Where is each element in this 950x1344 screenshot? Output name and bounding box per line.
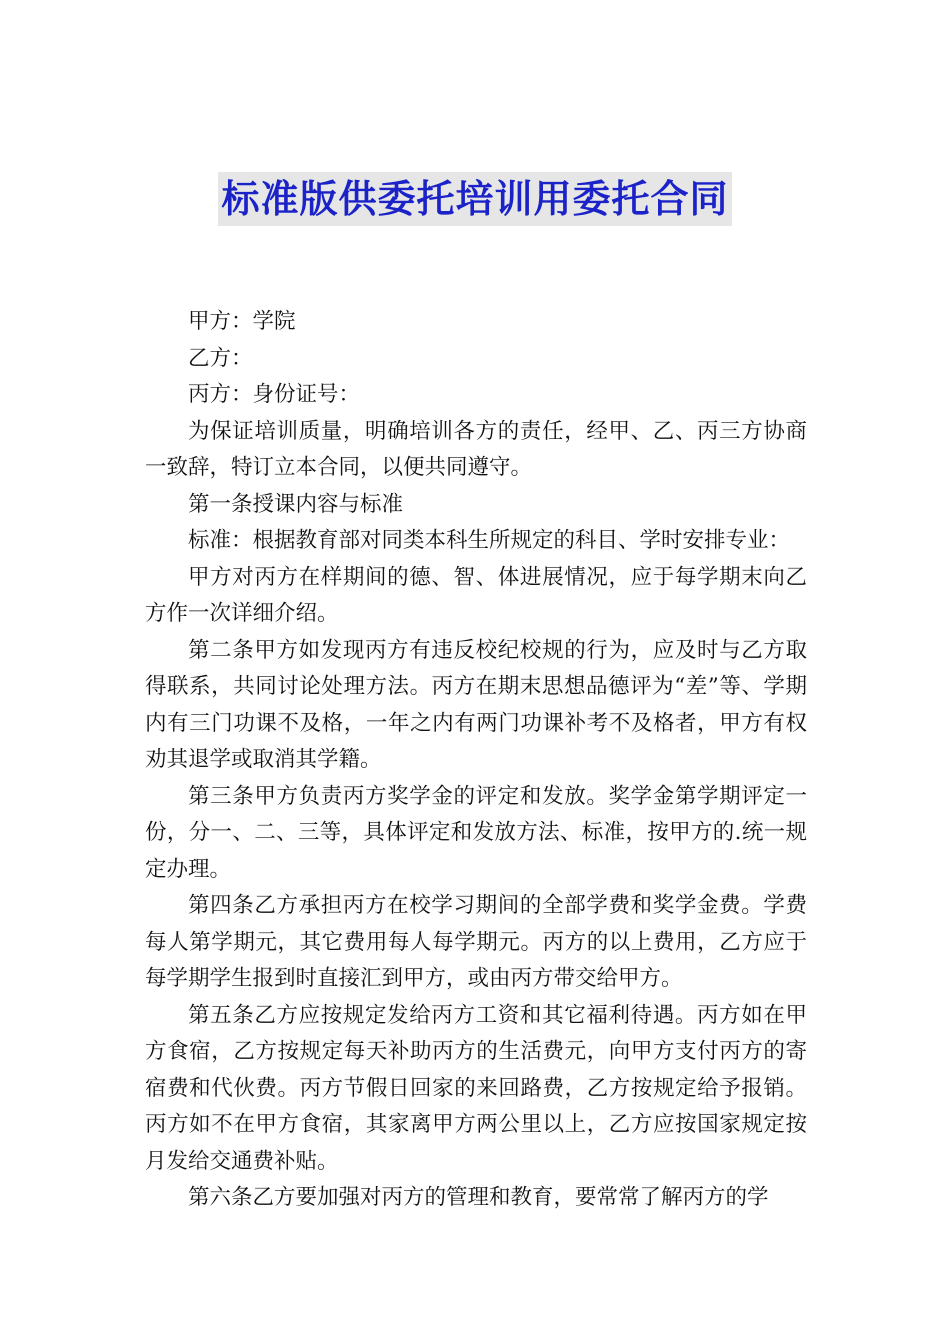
article-6-paragraph: 第六条乙方要加强对丙方的管理和教育，要常常了解丙方的学	[188, 1185, 769, 1210]
document-body	[145, 304, 807, 1217]
title-container	[0, 172, 950, 226]
progress-report-paragraph: 甲方对丙方在样期间的德、智、体进展情况，应于每学期末向乙方作一次详细介绍。	[145, 564, 807, 626]
article-3-paragraph: 第三条甲方负责丙方奖学金的评定和发放。奖学金第学期评定一份，分一、二、三等，具体评定和发放方法、标准，按甲方的.统一规定办理。	[145, 783, 807, 882]
document-title: 标准版供委托培训用委托合同	[218, 172, 731, 226]
party-c-line: 丙方：身份证号：	[188, 382, 361, 407]
article-5-paragraph: 第五条乙方应按规定发给丙方工资和其它福利待遇。丙方如在甲方食宿，乙方按规定每天补助丙方的生活费元，向甲方支付丙方的寄宿费和代伙费。丙方节假日回家的来回路费，乙方按规定给予报销。丙方如不在甲方食宿，其家离甲方两公里以上，乙方应按国家规定按月发给交通费补贴。	[145, 1002, 807, 1174]
standard-paragraph: 标准：根据教育部对同类本科生所规定的科目、学时安排专业：	[188, 528, 791, 553]
article-4-paragraph: 第四条乙方承担丙方在校学习期间的全部学费和奖学金费。学费每人第学期元，其它费用每人每学期元。丙方的以上费用，乙方应于每学期学生报到时直接汇到甲方，或由丙方带交给甲方。	[145, 893, 807, 991]
article-2-paragraph: 第二条甲方如发现丙方有违反校纪校规的行为，应及时与乙方取得联系，共同讨论处理方法。丙方在期末思想品德评为“差”等、学期内有三门功课不及格，一年之内有两门功课补考不及格者，甲方有权劝其退学或取消其学籍。	[145, 637, 807, 772]
party-a-line: 甲方：学院	[188, 309, 296, 334]
preamble-paragraph: 为保证培训质量，明确培训各方的责任，经甲、乙、丙三方协商一致辞，特订立本合同，以便共同遵守。	[145, 418, 807, 480]
article-1-heading: 第一条授课内容与标准	[188, 491, 404, 517]
party-b-line: 乙方：	[188, 345, 253, 371]
